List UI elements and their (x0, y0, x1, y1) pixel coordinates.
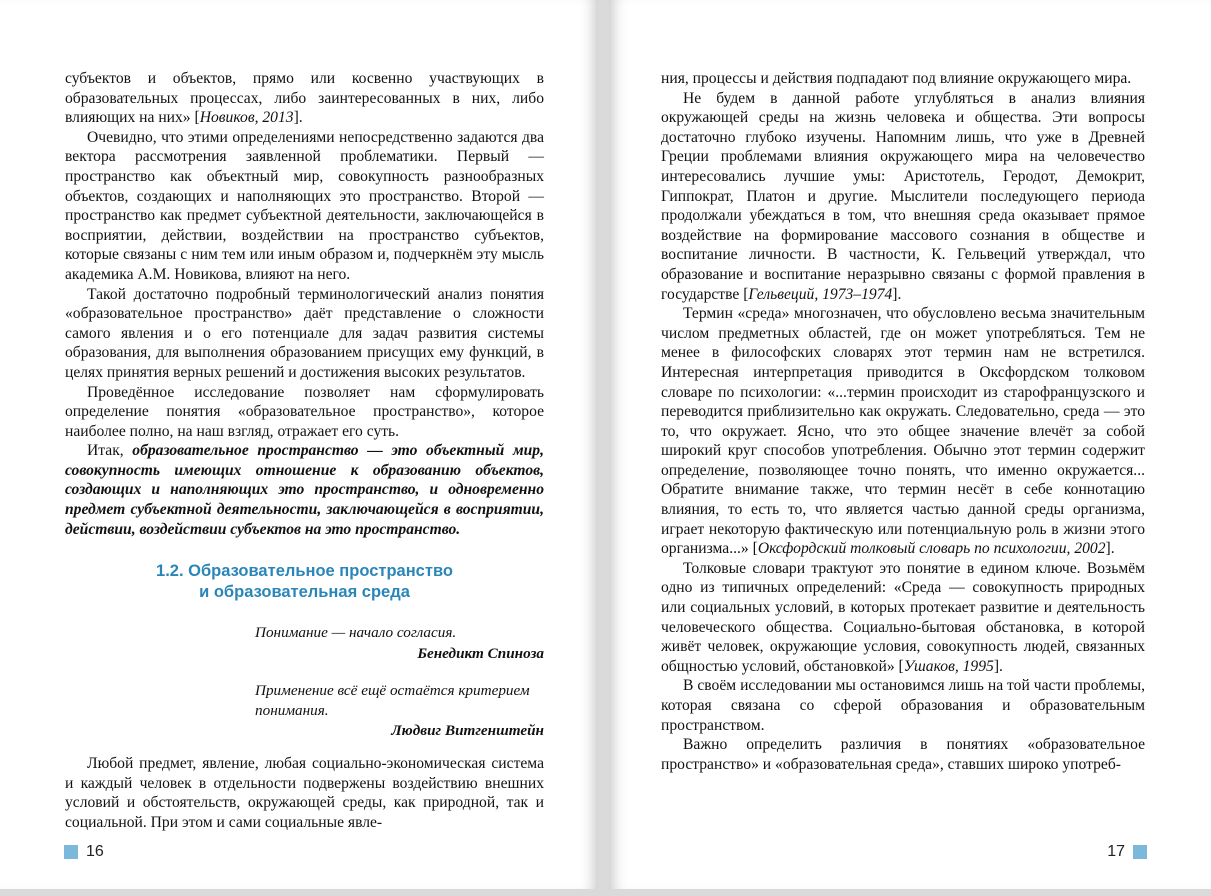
right-text-column (661, 69, 1145, 774)
epigraph-quote: Применение всё ещё остаётся критерием понимания. (255, 682, 530, 720)
page-number: 17 (1107, 843, 1125, 860)
citation: Новиков, 2013 (199, 109, 294, 127)
left-page (0, 0, 598, 889)
citation: Оксфордский толковый словарь по психологии, 2002 (757, 540, 1106, 558)
right-page (609, 0, 1211, 889)
paragraph: Очевидно, что этими определениями непосредственно задаются два вектора рассмотрения заявленной проблематики. Первый — пространство как объектный мир, совокупность разнообразных объектов, создающих и наполняющих это пространство. Второй — пространство как предмет субъектной деятельности, заключающейся в восприятии, действии, воздействии на пространство субъектов, которые связаны с ним тем или иным образом и, подчеркнём эту мысль академика А.М. Новикова, влияют на него. (65, 128, 544, 283)
paragraph: Проведённое исследование позволяет нам сформулировать определение понятия «образовательное пространство», которое наиболее полно, на наш взгляд, отражает его суть. (65, 383, 544, 440)
section-heading: 1.2. Образовательное пространство и образовательная среда (156, 562, 453, 602)
citation: Гельвеций, 1973–1974 (748, 285, 893, 303)
paragraph: Такой достаточно подробный терминологический анализ понятия «образовательное пространство» даёт представление о сложности самого явления и о его потенциале для задач развития системы образования, для выполнения образованием присущих ему функций, в целях принятия верных решений и достижения высоких результатов. (65, 285, 544, 381)
paragraph: Важно определить различия в понятиях «образовательное пространство» и «образовательная среда», ставших широко употреб- (661, 736, 1145, 773)
page-number: 16 (86, 843, 104, 860)
definition-paragraph: Итак, образовательное пространство — это объектный мир, совокупность имеющих отношение к образованию объектов, создающих и наполняющих это пространство, и одновременно предмет субъектной деятельности, заключающейся в восприятии, действии, воздействии субъектов на это пространство. (65, 442, 544, 538)
epigraph (255, 681, 544, 740)
paragraph: Толковые словари трактуют это понятие в едином ключе. Возьмём одно из типичных определений: «Среда — совокупность природных или социальных условий, в которых протекает развитие и деятельность человеческого общества. Социально-бытовая обстановка, в которой живёт человек, окружающие условия, совокупность людей, связанных общностью условий, обстановкой» [Ушаков, 1995]. (661, 559, 1145, 675)
page-marker-icon (1133, 845, 1147, 859)
paragraph: субъектов и объектов, прямо или косвенно участвующих в образовательных процессах, либо заинтересованных в них, либо влияющих на них» [Новиков, 2013]. (65, 70, 544, 127)
paragraph: ния, процессы и действия подпадают под влияние окружающего мира. (661, 70, 1132, 87)
citation: Ушаков, 1995 (903, 657, 994, 675)
page-footer-right (1107, 843, 1147, 861)
definition-text: образовательное пространство — это объектный мир, совокупность имеющих отношение к образованию объектов, создающих и наполняющих это пространство, и одновременно предмет субъектной деятельности, заключающейся в восприятии, действии, воздействии субъектов на это пространство. (65, 442, 544, 538)
paragraph: Не будем в данной работе углубляться в анализ влияния окружающей среды на жизнь человека и общества. Эти вопросы достаточно глубоко изучены. Напомним лишь, что уже в Древней Греции проблемами влияния окружающего мира на человечество интересовались лучшие умы: Аристотель, Геродот, Демокрит, Гиппократ, Платон и другие. Мыслители последующего периода продолжали убеждаться в том, что внешняя среда оказывает прямое воздействие на формирование массового сознания в обществе и воспитание личности. В частности, К. Гельвеций утверждал, что образование и воспитание неразрывно связаны с формой правления в государстве [Гельвеций, 1973–1974]. (661, 89, 1145, 303)
epigraph-author: Бенедикт Спиноза (417, 644, 544, 662)
epigraph-quote: Понимание — начало согласия. (255, 624, 457, 642)
page-marker-icon (64, 845, 78, 859)
page-footer-left (64, 843, 104, 861)
epigraph (255, 623, 544, 663)
paragraph: Любой предмет, явление, любая социально-экономическая система и каждый человек в отдельности подвержены воздействию внешних условий и обстоятельств, окружающей среды, как природной, так и социальной. При этом и сами социальные явле- (65, 755, 544, 831)
paragraph: Термин «среда» многозначен, что обусловлено весьма значительным числом предметных областей, где он может употребляться. Тем не менее в философских словарях этот термин нам не встретился. Интересная интерпретация приводится в Оксфордском толковом словаре по психологии: «...термин происходит из старофранцузского и переводится приблизительно как окружать. Следовательно, среда — это то, что окружает. Ясно, что это общее значение влечёт за собой широкий круг способов употребления. Обычно этот термин содержит определение, позволяющее точно понять, что именно окружается... Обратите внимание также, что термин несёт в себе коннотацию влияния, то есть то, что является частью данной среды организма, играет некоторую фактическую или потенциальную роль в жизни этого организма...» [Оксфордский толковый словарь по психологии, 2002]. (661, 305, 1145, 558)
paragraph: В своём исследовании мы остановимся лишь на той части проблемы, которая связана со сферой образования и образовательным пространством. (661, 677, 1145, 734)
left-text-column (65, 69, 544, 833)
epigraph-author: Людвиг Витгенштейн (391, 721, 544, 739)
